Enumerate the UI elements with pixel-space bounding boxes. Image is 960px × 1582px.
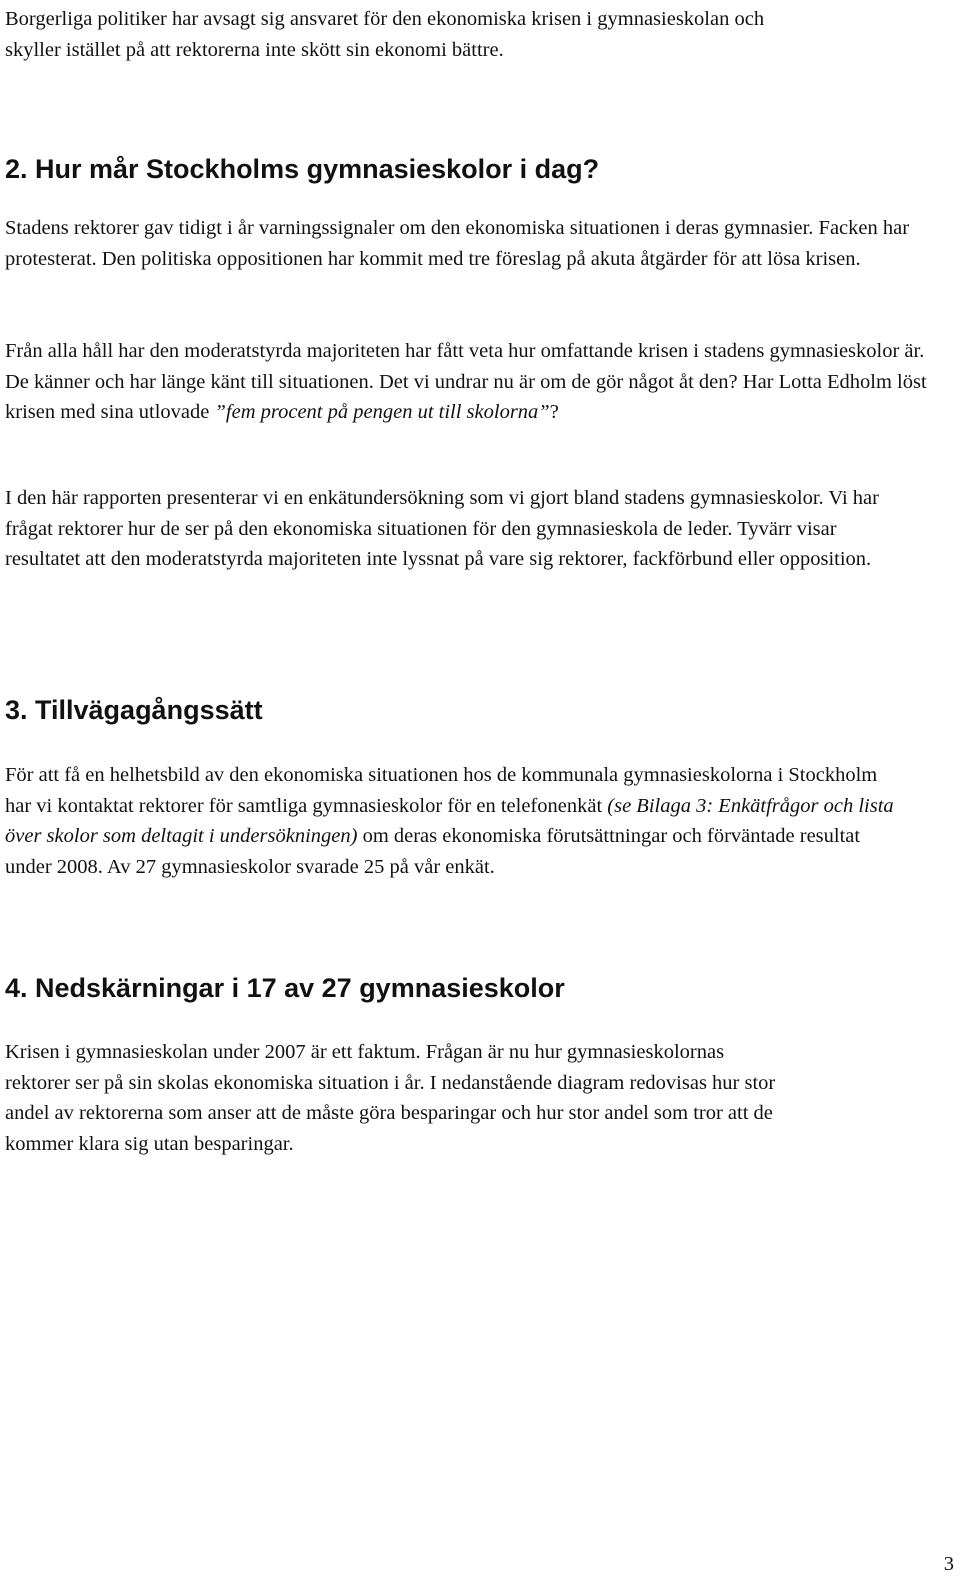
section-3-paragraph-1-end: om deras ekonomiska förutsättningar och förväntade resultat under 2008. Av 27 gymnasieskolor svarade 25 på vår enkät. [5,825,861,878]
section-2-paragraph-2-text: Från alla håll har den moderatstyrda majoriteten har fått veta hur omfattande krisen i stadens gymnasieskolor är. De känner och har länge känt till situationen. Det vi undrar nu är om de gör något åt den? Har Lotta Edholm löst krisen med sina utlovade [5,340,927,423]
section-4-paragraph-1: Krisen i gymnasieskolan under 2007 är ett faktum. Frågan är nu hur gymnasieskolornas rektorer ser på sin skolas ekonomiska situation i år. I nedanstående diagram redovisas hur stor andel av rektorerna som anser att de måste göra besparingar och hur stor andel som tror att de kommer klara sig utan besparingar. [5,1041,776,1155]
intro-paragraph: Borgerliga politiker har avsagt sig ansvaret för den ekonomiska krisen i gymnasieskolan och skyller istället på att rektorerna inte skött sin ekonomi bättre. [5,8,765,61]
section-3-heading: 3. Tillvägagångssätt [5,695,263,725]
section-3-paragraph-1 [5,760,905,882]
section-2-paragraph-3: I den här rapporten presenterar vi en enkätundersökning som vi gjort bland stadens gymnasieskolor. Vi har frågat rektorer hur de ser på den ekonomiska situationen för den gymnasieskola de leder. Tyvärr visar resultatet att den moderatstyrda majoriteten inte lyssnat på vare sig rektorer, fackförbund eller opposition. [5,487,879,570]
section-3-paragraph-1-reference: (se Bilaga 3: Enkätfrågor och lista över skolor som deltagit i undersökningen) [5,794,894,847]
section-2-paragraph-2-quote: ”fem procent på pengen ut till skolorna” [214,401,550,423]
section-2-paragraph-1: Stadens rektorer gav tidigt i år varningssignaler om den ekonomiska situationen i deras gymnasier. Facken har protesterat. Den politiska oppositionen har kommit med tre föreslag på akuta åtgärder för att lösa krisen. [5,217,910,270]
section-2-paragraph-2-end: ? [549,401,559,423]
section-3-paragraph-1-text: För att få en helhetsbild av den ekonomiska situationen hos de kommunala gymnasieskolorna i Stockholm har vi kontaktat rektorer för samtliga gymnasieskolor för en telefonenkät [5,764,878,817]
section-4-heading: 4. Nedskärningar i 17 av 27 gymnasieskolor [5,973,565,1003]
section-2-heading: 2. Hur mår Stockholms gymnasieskolor i dag? [5,154,600,184]
page-number: 3 [943,1553,954,1575]
section-2-paragraph-2 [5,336,930,428]
